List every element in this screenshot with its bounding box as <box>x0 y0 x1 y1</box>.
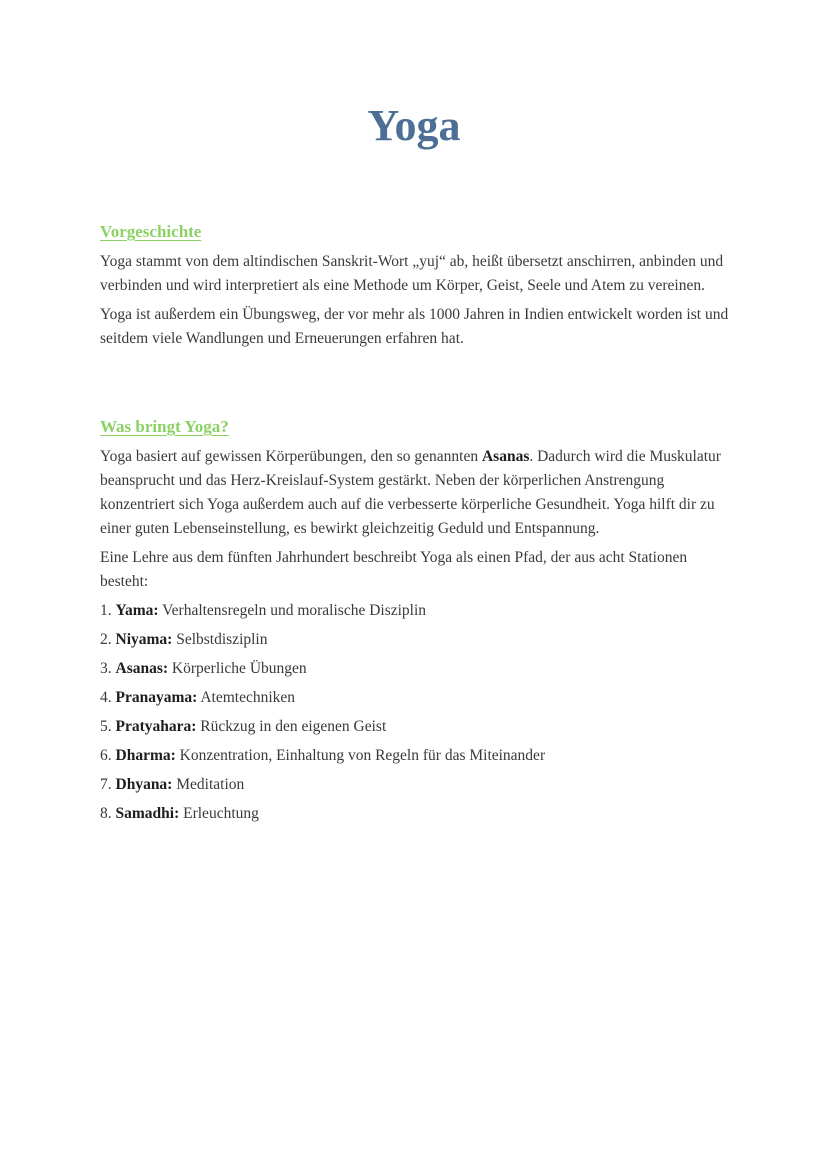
steps-list <box>100 599 732 826</box>
step-number: 2. <box>100 631 112 648</box>
step-description: Rückzug in den eigenen Geist <box>200 718 387 735</box>
step-number: 5. <box>100 718 112 735</box>
step-description: Selbstdisziplin <box>176 631 268 648</box>
section-heading-vorgeschichte: Vorgeschichte <box>100 222 202 241</box>
step-number: 1. <box>100 602 112 619</box>
paragraph: Yoga stammt von dem altindischen Sanskrit-Wort „yuj“ ab, heißt übersetzt anschirren, anbinden und verbinden und wird interpretiert als eine Methode um Körper, Geist, Seele und Atem zu vereinen. <box>100 253 724 294</box>
bold-term: Asanas <box>481 448 530 465</box>
step-description: Verhaltensregeln und moralische Disziplin <box>162 602 427 619</box>
step-term: Asanas: <box>115 660 169 677</box>
step-number: 4. <box>100 689 112 706</box>
step-description: Konzentration, Einhaltung von Regeln für das Miteinander <box>179 747 546 764</box>
list-item <box>100 744 732 768</box>
section-spacer <box>100 356 732 414</box>
list-item <box>100 686 732 710</box>
step-number: 3. <box>100 660 112 677</box>
list-item <box>100 628 732 652</box>
list-item <box>100 773 732 797</box>
step-term: Dhyana: <box>115 776 173 793</box>
step-term: Dharma: <box>115 747 176 764</box>
list-item <box>100 715 732 739</box>
step-term: Samadhi: <box>115 805 180 822</box>
step-term: Niyama: <box>115 631 173 648</box>
step-term: Pranayama: <box>115 689 198 706</box>
paragraph: Eine Lehre aus dem fünften Jahrhundert beschreibt Yoga als einen Pfad, der aus acht Stationen besteht: <box>100 549 688 590</box>
paragraph: Yoga ist außerdem ein Übungsweg, der vor mehr als 1000 Jahren in Indien entwickelt worden ist und seitdem viele Wandlungen und Erneuerungen erfahren hat. <box>100 306 729 347</box>
step-number: 8. <box>100 805 112 822</box>
section-heading-was-bringt-yoga: Was bringt Yoga? <box>100 417 229 436</box>
step-number: 6. <box>100 747 112 764</box>
step-number: 7. <box>100 776 112 793</box>
list-item <box>100 802 732 826</box>
step-term: Yama: <box>115 602 159 619</box>
step-description: Meditation <box>176 776 245 793</box>
step-description: Atemtechniken <box>200 689 296 706</box>
document-body <box>100 219 732 831</box>
page-title: Yoga <box>367 101 461 150</box>
step-term: Pratyahara: <box>115 718 197 735</box>
step-description: Erleuchtung <box>183 805 259 822</box>
step-description: Körperliche Übungen <box>171 660 307 677</box>
text-run: . Dadurch wird die Muskulatur beansprucht und das Herz-Kreislauf-System gestärkt. Neben der körperlichen Anstrengung konzentriert sich Yoga außerdem auch auf die verbesserte körperliche Gesundheit. Yoga hilft dir zu einer guten Lebenseinstellung, es bewirkt gleichzeitig Geduld und Entspannung. <box>100 448 721 537</box>
list-item <box>100 599 732 623</box>
list-item <box>100 657 732 681</box>
text-run: Yoga basiert auf gewissen Körperübungen, den so genannten <box>100 448 482 465</box>
paragraph-intro <box>100 445 732 541</box>
